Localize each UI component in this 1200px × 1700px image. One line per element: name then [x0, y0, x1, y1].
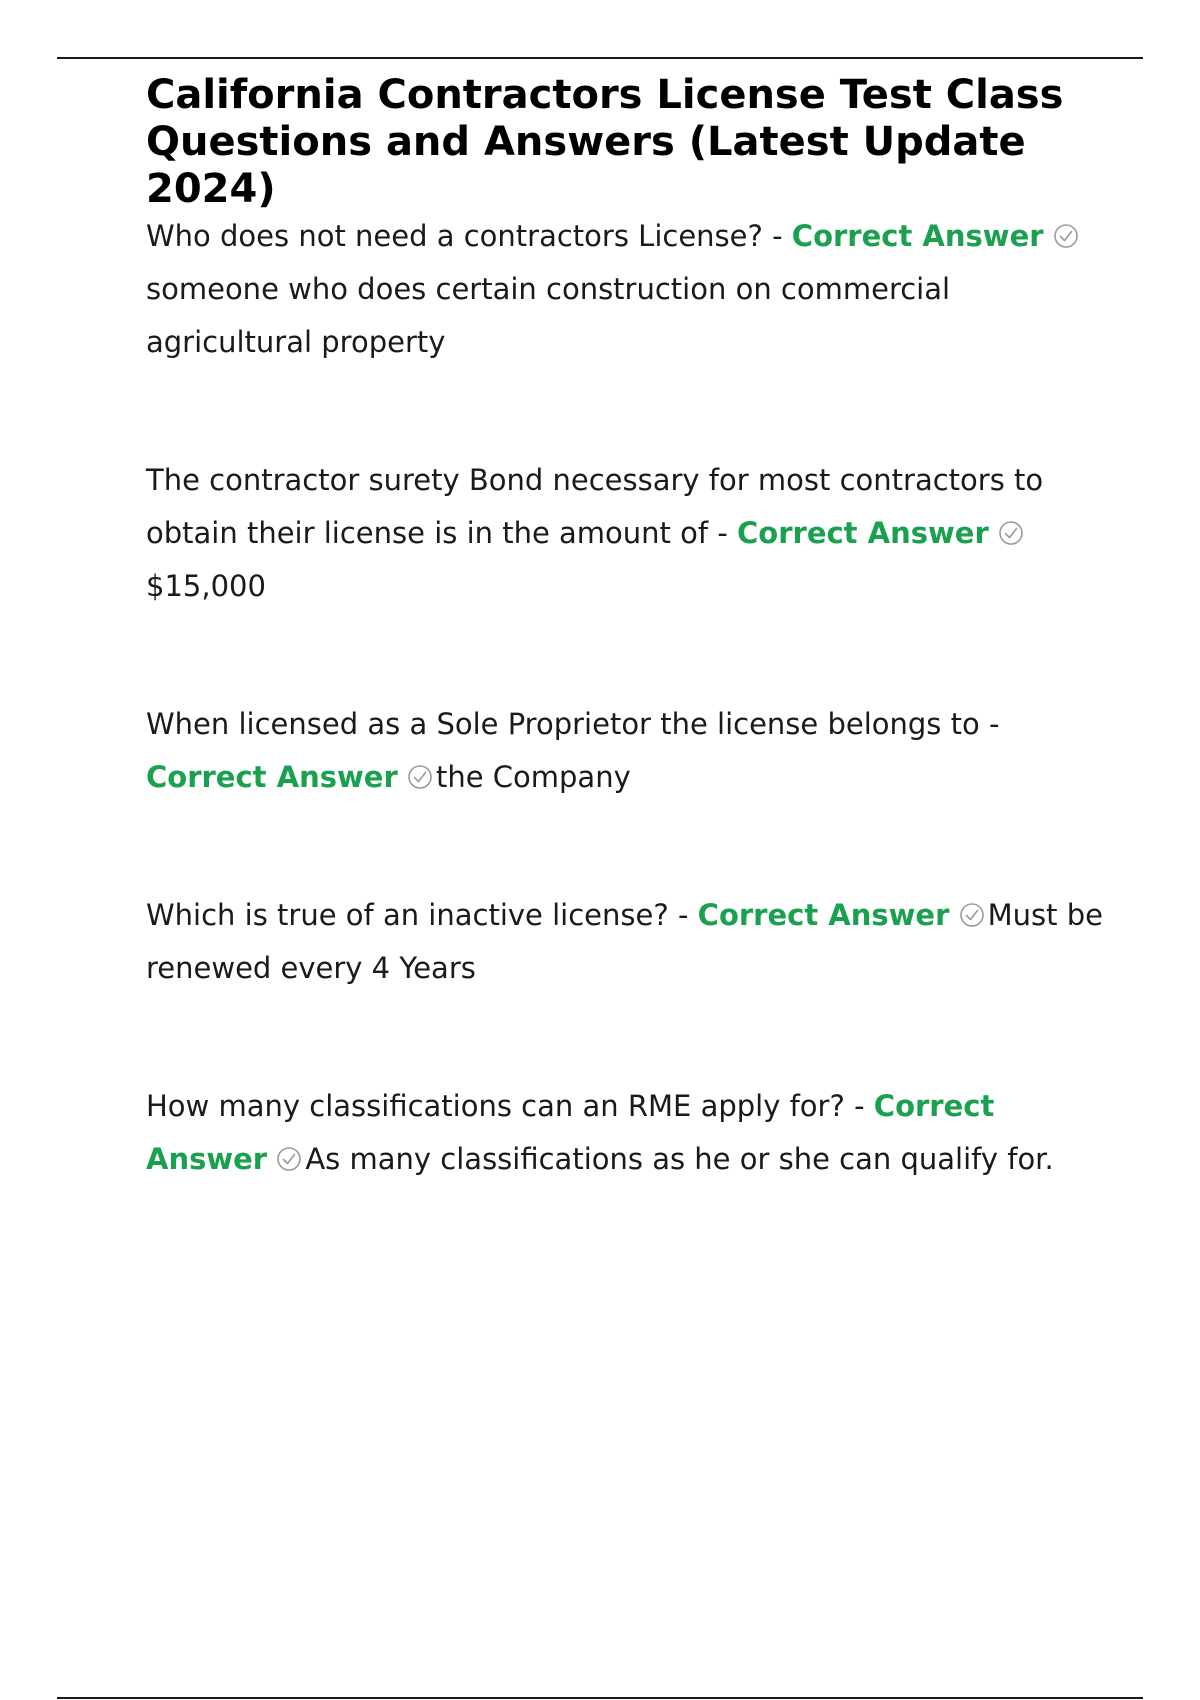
check-circle-icon	[1053, 223, 1079, 249]
separator: -	[979, 707, 1000, 741]
qa-item-5	[146, 1080, 1106, 1186]
answer-text: As many classifications as he or she can qualify for.	[305, 1142, 1054, 1176]
answer-text: Must be renewed every 4 Years	[146, 898, 1103, 985]
answer-text: $15,000	[146, 569, 266, 603]
top-rule	[57, 57, 1143, 59]
separator: -	[844, 1089, 874, 1123]
bottom-rule	[57, 1697, 1143, 1699]
question-text: When licensed as a Sole Proprietor the license belongs to	[146, 707, 980, 741]
separator: -	[668, 898, 698, 932]
qa-item-3	[146, 698, 1106, 804]
correct-answer-label: Correct Answer	[146, 1089, 995, 1176]
qa-item-4	[146, 889, 1106, 995]
check-circle-icon	[407, 764, 433, 790]
separator: -	[708, 516, 738, 550]
correct-answer-label: Correct Answer	[697, 898, 950, 932]
document-title: California Contractors License Test Class Questions and Answers (Latest Update 2024)	[146, 72, 1064, 212]
answer-text: the Company	[435, 760, 631, 794]
question-text: How many classifications can an RME apply for?	[146, 1089, 845, 1123]
page-content	[146, 72, 1106, 1271]
separator: -	[762, 219, 792, 253]
check-circle-icon	[959, 902, 985, 928]
qa-item-1	[146, 210, 1106, 369]
qa-list	[146, 210, 1106, 1186]
check-circle-icon	[998, 520, 1024, 546]
correct-answer-label: Correct Answer	[146, 760, 398, 794]
qa-item-2	[146, 454, 1106, 613]
correct-answer-label: Correct Answer	[791, 219, 1044, 253]
question-text: Who does not need a contractors License?	[146, 219, 763, 253]
question-text: The contractor surety Bond necessary for most contractors to obtain their license is in the amount of	[146, 463, 1044, 550]
question-text: Which is true of an inactive license?	[146, 898, 669, 932]
check-circle-icon	[276, 1146, 302, 1172]
answer-text: someone who does certain construction on commercial agricultural property	[146, 272, 951, 359]
correct-answer-label: Correct Answer	[737, 516, 989, 550]
